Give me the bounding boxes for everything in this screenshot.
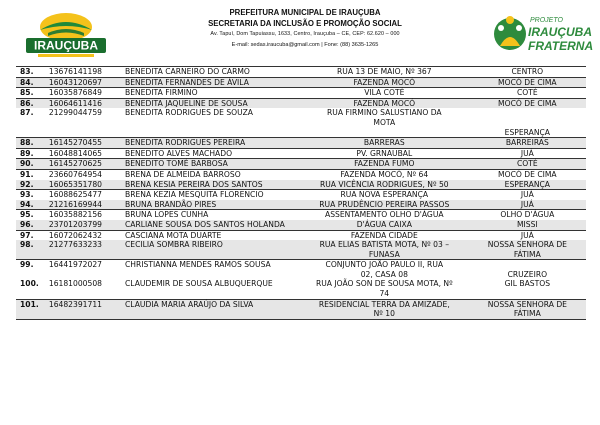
- locality-cell: [469, 108, 586, 137]
- address-cell-line: FUNASA: [368, 249, 400, 259]
- table-row: [16, 98, 586, 108]
- table-row: [16, 180, 586, 190]
- name-cell-line: BENEDITA JAQUELINE DE SOUSA: [124, 98, 248, 108]
- address-cell-line: D'ÁGUA CAIXA: [356, 219, 412, 229]
- table-row: [16, 88, 586, 99]
- document-header: [0, 0, 600, 66]
- nis-cell: [47, 260, 123, 280]
- nis-cell-line: 16048814065: [48, 148, 103, 158]
- address-cell: [300, 159, 469, 170]
- locality-cell: [469, 138, 586, 149]
- row-number-cell: 91.: [16, 169, 47, 179]
- nis-cell: [47, 169, 123, 179]
- nis-cell: [47, 108, 123, 137]
- address-cell-line: FAZENDA MOCÓ: [353, 77, 416, 87]
- address-cell: [300, 200, 469, 210]
- nis-cell-line: 16035882156: [48, 210, 103, 220]
- address-cell-line: Nº 10: [373, 309, 395, 319]
- nis-cell-line: 16065351780: [48, 179, 103, 189]
- table-row: [16, 148, 586, 159]
- nis-cell: [47, 220, 123, 230]
- header-subtitle: SECRETARIA DA INCLUSÃO E PROMOÇÃO SOCIAL: [208, 19, 402, 28]
- locality-cell-line: MOCÓ DE CIMA: [498, 77, 557, 87]
- nis-cell-line: 16441972027: [48, 260, 103, 270]
- name-cell-line: BENEDITA RODRIGUES DE SOUZA: [124, 108, 253, 118]
- table-row: [16, 200, 586, 210]
- address-cell: [300, 279, 469, 299]
- locality-cell: [469, 230, 586, 240]
- row-number-cell: 100.: [20, 279, 39, 289]
- header-contact: E-mail: sedas.iraucuba@gmail.com | Fone: (88) 3635-1265: [231, 42, 379, 48]
- header-title: PREFEITURA MUNICIPAL DE IRAUÇUBA: [229, 8, 381, 17]
- locality-cell-line: JUÁ: [520, 190, 534, 200]
- nis-cell-line: 23701203799: [48, 219, 103, 229]
- locality-cell-line: MOCÓ DE CIMA: [498, 169, 557, 179]
- beneficiaries-table: [16, 66, 586, 320]
- address-cell-line: FAZENDA MOCÓ, Nº 64: [340, 169, 429, 179]
- name-cell: [123, 98, 300, 108]
- address-cell: [300, 98, 469, 108]
- name-cell: [123, 240, 300, 260]
- name-cell-line: [125, 250, 298, 260]
- locality-cell-line: JUÁ: [520, 199, 534, 209]
- address-cell-line: CONJUNTO JOÃO PAULO II, RUA: [325, 260, 444, 270]
- row-number-cell: 87.: [20, 108, 34, 118]
- locality-cell-line: MOCÓ DE CIMA: [498, 98, 557, 108]
- locality-cell: [469, 240, 586, 260]
- address-cell-line: VILA COTÉ: [364, 88, 405, 98]
- table-row: [16, 77, 586, 88]
- name-cell-line: BRENA DE ALMEIDA BARROSO: [124, 169, 241, 179]
- name-cell: [123, 77, 300, 88]
- locality-cell-line: COTÉ: [516, 159, 538, 169]
- nis-cell-line: [49, 250, 121, 260]
- address-cell-line: RUA FIRMINO SALUSTIANO DA: [326, 108, 442, 118]
- address-cell-line: BARRERAS: [363, 138, 405, 148]
- name-cell-line: BRENA KEZIA MESQUITA FLORENCIO: [124, 190, 264, 200]
- name-cell-line: BRUNA BRANDÃO PIRES: [124, 199, 217, 209]
- address-cell: [300, 240, 469, 260]
- table-row: [16, 67, 586, 78]
- locality-cell-line: NOSSA SENHORA DE: [487, 299, 567, 309]
- address-cell-line: 02, CASA 08: [360, 269, 408, 279]
- name-cell: [123, 200, 300, 210]
- locality-cell: [469, 148, 586, 159]
- locality-cell: [469, 279, 586, 299]
- locality-cell-line: NOSSA SENHORA DE: [487, 240, 567, 250]
- nis-cell-line: 16088625477: [48, 190, 103, 200]
- row-number-cell: 85.: [16, 88, 47, 99]
- name-cell-line: BRUNA LOPES CUNHA: [124, 210, 209, 220]
- name-cell-line: CLAUDEMIR DE SOUSA ALBUQUERQUE: [124, 279, 273, 289]
- name-cell: [123, 180, 300, 190]
- locality-cell-line: OLHO D'ÁGUA: [500, 210, 555, 220]
- locality-cell-line: [471, 118, 584, 128]
- nis-cell: [47, 88, 123, 99]
- locality-cell-line: BARREIRAS: [505, 138, 549, 148]
- nis-cell: [47, 279, 123, 299]
- row-number-cell: 98.: [16, 240, 47, 260]
- locality-cell: [469, 260, 586, 280]
- nis-cell: [47, 67, 123, 78]
- nis-cell-line: 16064611416: [48, 98, 103, 108]
- table-row: [16, 240, 586, 260]
- nis-cell: [47, 98, 123, 108]
- name-cell: [123, 67, 300, 78]
- locality-cell: [469, 169, 586, 179]
- row-number-cell: 88.: [16, 138, 47, 149]
- header-address: Av. Tapuí, Dom Tapuiassu, 1633, Centro, Irauçuba – CE, CEP: 62.620 – 000: [210, 31, 400, 37]
- name-cell-line: CHRISTIANNA MENDES RAMOS SOUSA: [124, 260, 271, 270]
- table-row: [16, 230, 586, 240]
- nis-cell-line: 21299044759: [48, 108, 103, 118]
- row-number-cell: 93.: [16, 190, 47, 200]
- nis-cell-line: 16482391711: [48, 299, 103, 309]
- address-cell-line: RUA PRUDÊNCIO PEREIRA PASSOS: [319, 199, 450, 209]
- address-cell-line: RUA VICÊNCIA RODRIGUES, Nº 50: [319, 179, 449, 189]
- table-row: [16, 279, 586, 299]
- city-logo-text: IRAUÇUBA: [34, 38, 98, 53]
- address-cell-line: PV. GRNAUBAL: [356, 148, 413, 158]
- project-logo-line1: PROJETO: [530, 17, 563, 24]
- name-cell: [123, 230, 300, 240]
- locality-cell: [469, 210, 586, 220]
- project-logo-line3: FRATERNA: [528, 39, 594, 53]
- address-cell: [300, 299, 469, 319]
- row-number-cell: 84.: [16, 77, 47, 88]
- name-cell-line: [125, 128, 298, 138]
- locality-cell-line: ESPERANÇA: [504, 127, 550, 137]
- name-cell-line: BENEDITA CARNEIRO DO CARMO: [124, 67, 250, 76]
- locality-cell-line: GIL BASTOS: [504, 279, 551, 289]
- name-cell-line: BENEDITA FIRMINO: [124, 88, 198, 98]
- nis-cell-line: [49, 118, 121, 128]
- locality-cell: [469, 98, 586, 108]
- name-cell-line: CLAUDIA MARIA ARAÚJO DA SILVA: [124, 299, 254, 309]
- nis-cell: [47, 159, 123, 170]
- nis-cell-line: 16145270455: [48, 138, 103, 148]
- address-cell: [300, 88, 469, 99]
- nis-cell: [47, 210, 123, 220]
- address-cell: [300, 190, 469, 200]
- address-cell: [300, 67, 469, 78]
- locality-cell-line: MISSI: [517, 219, 538, 229]
- row-number-cell: 101.: [16, 299, 47, 319]
- name-cell: [123, 169, 300, 179]
- locality-cell: [469, 88, 586, 99]
- locality-cell-line: CENTRO: [511, 67, 544, 76]
- nis-cell: [47, 180, 123, 190]
- table-row: [16, 169, 586, 179]
- nis-cell-line: [49, 128, 121, 138]
- nis-cell-line: 21277633233: [48, 240, 103, 250]
- locality-cell: [469, 159, 586, 170]
- row-number-cell: 97.: [16, 230, 47, 240]
- name-cell-line: BENEDITA FERNANDES DE ÁVILA: [124, 77, 249, 87]
- row-number-cell: 92.: [16, 180, 47, 190]
- address-cell-line: [302, 128, 467, 138]
- name-cell: [123, 159, 300, 170]
- table-row: [16, 260, 586, 280]
- locality-cell: [469, 200, 586, 210]
- locality-cell-line: [471, 108, 584, 118]
- nis-cell-line: 13676141198: [48, 67, 103, 76]
- table-row: [16, 299, 586, 319]
- locality-cell-line: CRUZEIRO: [507, 269, 548, 279]
- name-cell-line: CARLIANE SOUSA DOS SANTOS HOLANDA: [124, 219, 285, 229]
- table-row: [16, 210, 586, 220]
- locality-cell: [469, 77, 586, 88]
- address-cell-line: RUA ELIAS BATISTA MOTA, Nº 03 –: [319, 240, 450, 250]
- row-number-cell: 94.: [16, 200, 47, 210]
- address-cell: [300, 138, 469, 149]
- address-cell-line: FAZENDA FUMO: [354, 159, 415, 169]
- address-cell: [300, 180, 469, 190]
- name-cell: [123, 299, 300, 319]
- nis-cell: [47, 138, 123, 149]
- nis-cell: [47, 200, 123, 210]
- nis-cell: [47, 299, 123, 319]
- name-cell: [123, 279, 300, 299]
- name-cell: [123, 190, 300, 200]
- nis-cell-line: 16072062432: [48, 230, 103, 240]
- address-cell-line: RUA JOÃO SON DE SOUSA MOTA, Nº: [315, 279, 453, 289]
- name-cell: [123, 220, 300, 230]
- nis-cell-line: 16145270625: [48, 159, 103, 169]
- locality-cell: [469, 299, 586, 319]
- address-cell-line: ASSENTAMENTO OLHO D'ÁGUA: [325, 210, 444, 220]
- row-number-cell: 90.: [16, 159, 47, 170]
- name-cell: [123, 138, 300, 149]
- name-cell-line: BENEDITO TOMÉ BARBOSA: [124, 159, 228, 169]
- table-row: [16, 220, 586, 230]
- table-row: [16, 138, 586, 149]
- locality-cell: [469, 67, 586, 78]
- address-cell-line: FAZENDA CIDADE: [350, 230, 418, 240]
- project-logo: [492, 6, 594, 62]
- address-cell: [300, 210, 469, 220]
- nis-cell: [47, 230, 123, 240]
- locality-cell-line: JUÁ: [520, 148, 534, 158]
- name-cell: [123, 148, 300, 159]
- table-row: [16, 190, 586, 200]
- name-cell-line: CASCIANA MOTA DUARTE: [124, 230, 222, 240]
- row-number-cell: 83.: [16, 67, 47, 78]
- name-cell-line: BENEDITO ALVES MACHADO: [124, 148, 233, 158]
- name-cell: [123, 88, 300, 99]
- nis-cell-line: 16035876849: [48, 88, 103, 98]
- name-cell: [123, 260, 300, 280]
- row-number-cell: 96.: [16, 220, 47, 230]
- nis-cell-line: 16043120697: [48, 77, 103, 87]
- address-cell-line: RESIDENCIAL TERRA DA AMIZADE,: [318, 299, 450, 309]
- locality-cell: [469, 220, 586, 230]
- locality-cell-line: [471, 260, 584, 270]
- locality-cell-line: ESPERANÇA: [504, 179, 550, 189]
- address-cell: [300, 169, 469, 179]
- header-text-block: [170, 7, 440, 51]
- address-cell-line: RUA NOVA ESPERANÇA: [340, 190, 429, 200]
- locality-cell-line: JUÁ: [520, 230, 534, 240]
- address-cell: [300, 260, 469, 280]
- name-cell-line: CECILIA SOMBRA RIBEIRO: [124, 240, 223, 250]
- table-row: [16, 108, 586, 137]
- row-number-cell: 95.: [16, 210, 47, 220]
- nis-cell: [47, 190, 123, 200]
- nis-cell: [47, 240, 123, 260]
- row-number-cell: 89.: [16, 148, 47, 159]
- city-logo: [18, 8, 114, 60]
- nis-cell-line: 23660764954: [48, 169, 103, 179]
- table-row: [16, 159, 586, 170]
- nis-cell: [47, 148, 123, 159]
- address-cell: [300, 77, 469, 88]
- name-cell-line: [125, 118, 298, 128]
- project-logo-line2: IRAUÇUBA: [528, 25, 592, 39]
- address-cell: [300, 108, 469, 137]
- address-cell-line: FAZENDA MOCÓ: [353, 98, 416, 108]
- address-cell-line: 74: [379, 289, 390, 299]
- nis-cell-line: 16181000508: [48, 279, 103, 289]
- locality-cell: [469, 180, 586, 190]
- locality-cell-line: FÁTIMA: [513, 309, 541, 319]
- address-cell: [300, 230, 469, 240]
- locality-cell-line: COTÉ: [516, 88, 538, 98]
- name-cell: [123, 210, 300, 220]
- name-cell-line: BENEDITA RODRIGUES PEREIRA: [124, 138, 246, 148]
- address-cell-line: MOTA: [373, 117, 396, 127]
- address-cell: [300, 220, 469, 230]
- nis-cell: [47, 77, 123, 88]
- address-cell: [300, 148, 469, 159]
- name-cell: [123, 108, 300, 137]
- locality-cell-line: FÁTIMA: [513, 249, 541, 259]
- name-cell-line: BRENA KESIA PEREIRA DOS SANTOS: [124, 179, 263, 189]
- row-number-cell: 86.: [16, 98, 47, 108]
- row-number-cell: 99.: [16, 260, 47, 280]
- address-cell-line: RUA 13 DE MAIO, Nº 367: [337, 67, 432, 76]
- locality-cell: [469, 190, 586, 200]
- nis-cell-line: 21216169944: [48, 199, 103, 209]
